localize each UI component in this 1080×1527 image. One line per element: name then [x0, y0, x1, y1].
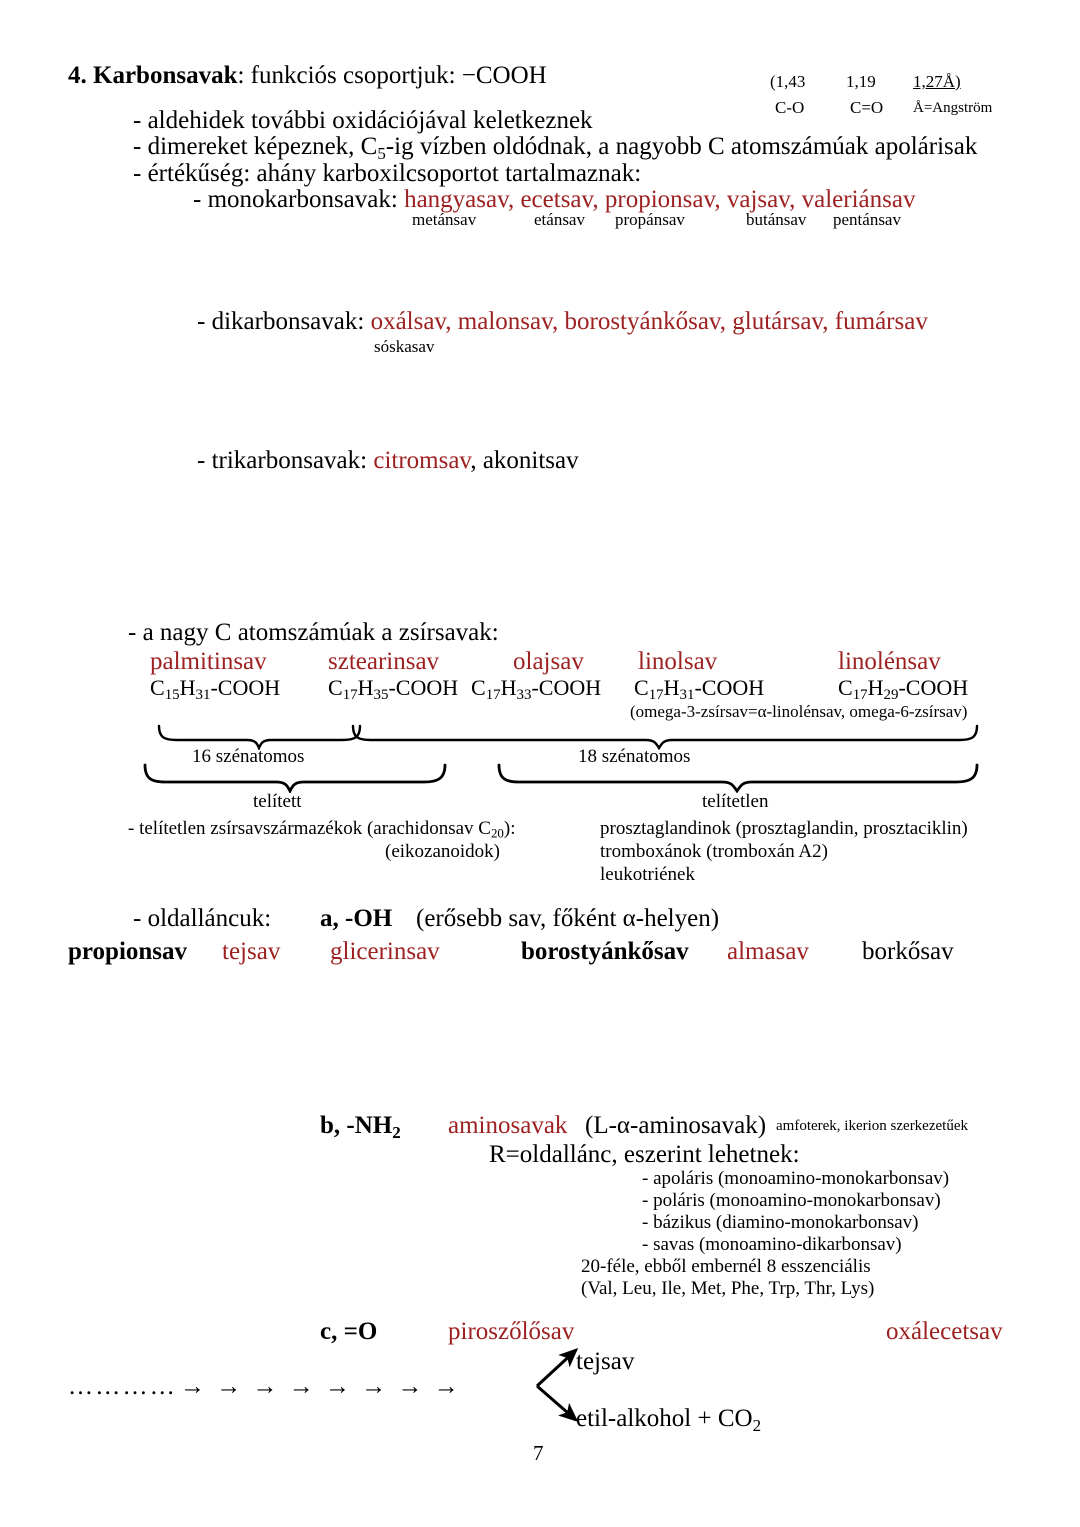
bond-label-1: C-O: [775, 98, 805, 117]
fatty-acid-formula-olajsav: [471, 675, 601, 704]
bond-label-3: Å=Angström: [913, 100, 993, 116]
derivatives-right-line-1: prosztaglandinok (prosztaglandin, prosztaciklin): [600, 818, 968, 839]
formula-c: C: [150, 675, 165, 700]
fatty-acid-name-linolsav: linolsav: [638, 648, 718, 675]
bond-value-1: (1,43: [770, 72, 806, 91]
formula-h-sub: 35: [373, 687, 389, 704]
amino-type-savas: - savas (monoamino-dikarbonsav): [642, 1234, 902, 1255]
keto-c-marker: c, =O: [320, 1318, 378, 1345]
amino-small-note: amfoterek, ikerion szerkezetűek: [776, 1118, 968, 1134]
formula-c-sub: 17: [342, 687, 358, 704]
intro-line-ertekuseg: - értékűség: ahány karboxilcsoportot tartalmaznak:: [133, 160, 642, 187]
fatty-acid-name-linolensav: linolénsav: [838, 648, 941, 675]
branch-bottom-label: [576, 1405, 761, 1436]
formula-c-sub: 17: [485, 687, 501, 704]
sidechain-acid-propionsav: propionsav: [68, 938, 188, 965]
fatty-acid-formula-sztearinsav: [328, 675, 458, 704]
derivatives-pre: - telítetlen zsírsavszármazékok (arachidonsav C: [128, 818, 491, 839]
intro-line-aldehidek: - aldehidek további oxidációjával keletkeznek: [133, 107, 593, 134]
derivatives-right-line-3: leukotriének: [600, 864, 695, 885]
formula-c-sub: 17: [648, 687, 664, 704]
sidechain-acid-tejsav: tejsav: [222, 938, 281, 965]
formula-h: H: [867, 675, 884, 700]
formula-h: H: [179, 675, 196, 700]
formula-c: C: [471, 675, 486, 700]
formula-c: C: [634, 675, 649, 700]
brace-label-18-carbons: 18 szénatomos: [578, 746, 691, 767]
derivatives-left-line2: (eikozanoidok): [385, 841, 501, 862]
dimer-pre: - dimereket képeznek, C: [133, 133, 378, 160]
formula-h: H: [357, 675, 374, 700]
derivatives-left-line1: [128, 818, 515, 842]
formula-tail: -COOH: [388, 675, 459, 700]
mono-subname-metansav: metánsav: [412, 210, 477, 229]
branch-bottom-pre: etil-alkohol + CO: [576, 1405, 753, 1432]
heading-title: Karbonsavak: [93, 62, 238, 89]
mono-subname-propansav: propánsav: [615, 210, 685, 229]
tricarboxylic-label: - trikarbonsavak:: [197, 447, 374, 474]
leader-dots: …………: [68, 1373, 177, 1400]
formula-h: H: [500, 675, 517, 700]
formula-c: C: [838, 675, 853, 700]
formula-tail: -COOH: [210, 675, 281, 700]
di-subname-soskasav: sóskasav: [374, 337, 435, 356]
branch-top-label: tejsav: [576, 1348, 635, 1375]
fatty-acid-name-palmitinsav: palmitinsav: [150, 648, 267, 675]
derivatives-post: ):: [503, 818, 516, 839]
derivatives-sub: 20: [490, 825, 504, 841]
bond-value-3: 1,27Å): [913, 72, 961, 91]
fatty-acid-name-olajsav: olajsav: [513, 648, 584, 675]
page-number: 7: [533, 1441, 544, 1465]
derivatives-right-line-2: tromboxánok (tromboxán A2): [600, 841, 828, 862]
fatty-acid-formula-palmitinsav: [150, 675, 280, 704]
tricarboxylic-row: [197, 447, 579, 475]
bond-value-2: 1,19: [846, 72, 876, 91]
dimer-sub: 5: [377, 143, 386, 163]
amino-type-polaris: - poláris (monoamino-monokarbonsav): [642, 1190, 941, 1211]
dicarboxylic-names: oxálsav, malonsav, borostyánkősav, glutársav, fumársav: [370, 308, 928, 335]
formula-c: C: [328, 675, 343, 700]
tricarboxylic-red-name: citromsav: [373, 447, 471, 474]
amino-b-sub: 2: [392, 1122, 401, 1142]
sidechain-acid-borkosav: borkősav: [862, 938, 954, 965]
brace-saturated: [143, 763, 448, 793]
formula-h-sub: 31: [195, 687, 211, 704]
sidechain-acid-glicerinsav: glicerinsav: [330, 938, 440, 965]
keto-red-right: oxálecetsav: [886, 1318, 1003, 1345]
fatty-acid-formula-linolensav: [838, 675, 968, 704]
brace-unsaturated: [497, 763, 980, 793]
formula-c-sub: 17: [852, 687, 868, 704]
formula-tail: -COOH: [694, 675, 765, 700]
sidechain-label: - oldalláncuk:: [133, 905, 272, 932]
brace-label-saturated: telített: [253, 791, 302, 812]
amino-count-line: 20-féle, ebből embernél 8 esszenciális: [581, 1256, 871, 1277]
mono-subname-butansav: butánsav: [746, 210, 807, 229]
reaction-arrows: → → → → → → → →: [180, 1373, 462, 1400]
page-title: [68, 62, 547, 90]
sidechain-acid-almasav: almasav: [727, 938, 809, 965]
formula-h-sub: 31: [679, 687, 695, 704]
heading-rest: : funkciós csoportjuk: −COOH: [237, 62, 547, 89]
dicarboxylic-label: - dikarbonsavak:: [197, 308, 371, 335]
formula-tail: -COOH: [531, 675, 602, 700]
fatty-acid-name-sztearinsav: sztearinsav: [328, 648, 440, 675]
brace-label-unsaturated: telítetlen: [702, 791, 769, 812]
bond-label-2: C=O: [850, 98, 884, 117]
formula-h-sub: 29: [883, 687, 899, 704]
amino-type-bazikus: - bázikus (diamino-monokarbonsav): [642, 1212, 919, 1233]
amino-essential-line: (Val, Leu, Ile, Met, Phe, Trp, Thr, Lys): [581, 1278, 875, 1299]
omega-note: (omega-3-zsírsav=α-linolénsav, omega-6-zsírsav): [630, 702, 968, 721]
mono-subname-etansav: etánsav: [534, 210, 585, 229]
monocarboxylic-names: hangyasav, ecetsav, propionsav, vajsav, valeriánsav: [404, 186, 916, 213]
formula-h-sub: 33: [516, 687, 532, 704]
fatty-acids-intro: - a nagy C atomszámúak a zsírsavak:: [128, 619, 499, 646]
amino-r-line: R=oldallánc, eszerint lehetnek:: [489, 1141, 800, 1168]
sidechain-a-note: (erősebb sav, főként α-helyen): [416, 905, 720, 932]
amino-b-pre: b, -NH: [320, 1112, 393, 1139]
formula-c-sub: 15: [164, 687, 180, 704]
keto-red-left: piroszőlősav: [448, 1318, 575, 1345]
formula-h: H: [663, 675, 680, 700]
dicarboxylic-row: [197, 308, 928, 336]
mono-subname-pentansav: pentánsav: [833, 210, 901, 229]
dimer-post: -ig vízben oldódnak, a nagyobb C atomszámúak apolárisak: [385, 133, 978, 160]
fatty-acid-formula-linolsav: [634, 675, 764, 704]
heading-number: 4.: [68, 62, 87, 89]
amino-type-apolaris: - apoláris (monoamino-monokarbonsav): [642, 1168, 950, 1189]
sidechain-acid-borostyankosav: borostyánkősav: [521, 938, 689, 965]
sidechain-a-marker: a, -OH: [320, 905, 393, 932]
amino-b-marker: [320, 1112, 401, 1143]
brace-label-16-carbons: 16 szénatomos: [192, 746, 305, 767]
amino-red-title: aminosavak: [448, 1112, 568, 1139]
branch-bottom-sub: 2: [752, 1415, 762, 1435]
formula-tail: -COOH: [898, 675, 969, 700]
monocarboxylic-label: - monokarbonsavak:: [193, 186, 405, 213]
tricarboxylic-rest: , akonitsav: [470, 447, 579, 474]
amino-paren: (L-α-aminosavak): [585, 1112, 767, 1139]
